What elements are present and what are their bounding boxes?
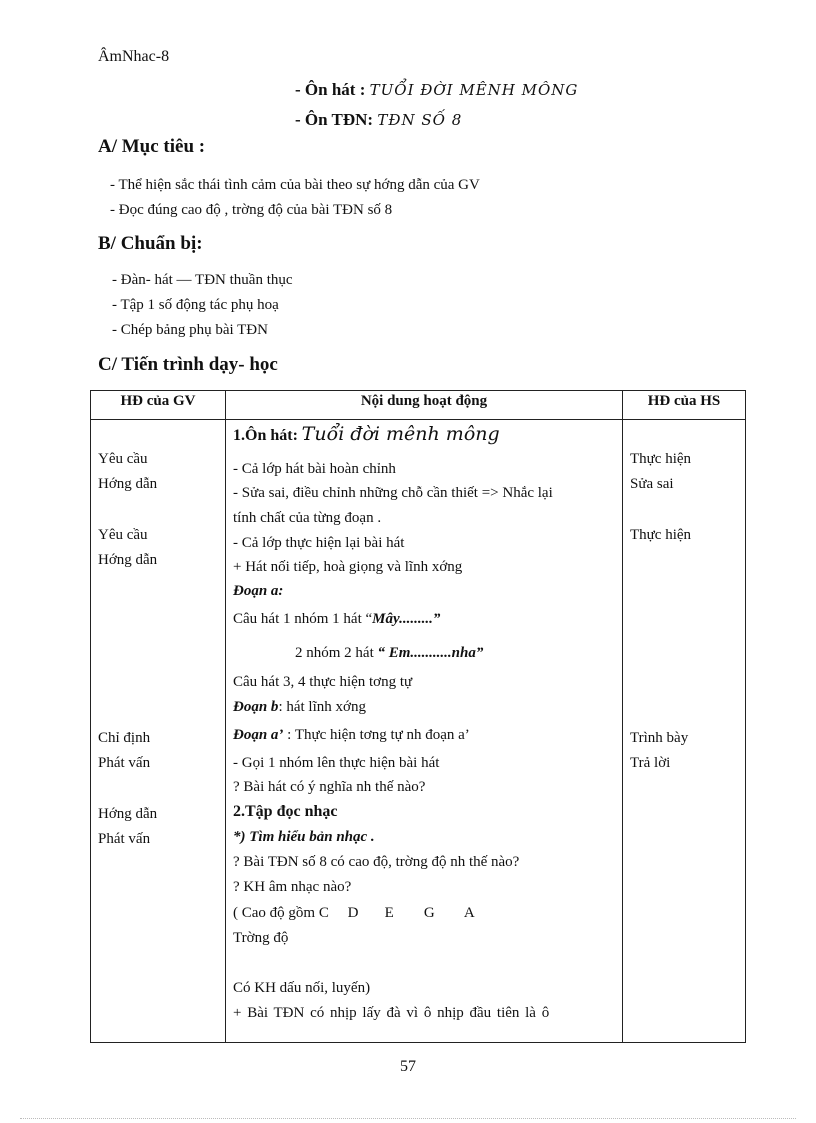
part-b-text: : hát lĩnh xớng xyxy=(278,699,366,715)
content-line: - Gọi 1 nhóm lên thực hiện bài hát xyxy=(233,755,440,771)
phrase-text: Câu hát 1 nhóm 1 hát “ xyxy=(233,611,373,627)
review-song-line xyxy=(295,80,578,100)
review-song-prefix: - Ôn hát : xyxy=(295,80,366,99)
content-line: + Bài TĐN có nhịp lấy đà vì ô nhịp đầu tiên là ô xyxy=(233,1005,550,1021)
content-line: Câu hát 3, 4 thực hiện tơng tự xyxy=(233,674,413,690)
song-review-title: Tuổi đời mênh mông xyxy=(301,423,500,445)
gv-action: Hớng dẫn xyxy=(98,806,158,822)
gv-cell xyxy=(91,420,226,1043)
tdn-heading: 2.Tập đọc nhạc xyxy=(233,803,338,820)
lesson-table xyxy=(90,390,746,1043)
content-line xyxy=(233,611,615,628)
content-line: + Hát nối tiếp, hoà giọng và lĩnh xớng xyxy=(233,559,463,575)
content-line xyxy=(295,645,615,662)
section-b-item: - Chép bảng phụ bài TĐN xyxy=(112,322,268,338)
review-tdn-prefix: - Ôn TĐN: xyxy=(295,110,374,129)
hs-action: Thực hiện xyxy=(630,527,692,543)
footer-divider xyxy=(20,1118,796,1120)
content-cell xyxy=(226,420,623,1043)
gv-action: Hớng dẫn xyxy=(98,552,158,568)
content-line: *) Tìm hiểu bản nhạc . xyxy=(233,829,375,845)
song-review-heading xyxy=(233,423,615,445)
hs-action: Trả lời xyxy=(630,755,671,771)
header-content: Nội dung hoạt động xyxy=(226,391,623,420)
content-line: ? Bài TĐN số 8 có cao độ, trờng độ nh thế nào? xyxy=(233,854,520,870)
phrase-quote: ” xyxy=(432,611,441,627)
hs-action: Trình bày xyxy=(630,730,689,746)
table-header-row xyxy=(91,391,746,420)
gv-action: Chỉ định xyxy=(98,730,151,746)
hs-action: Sửa sai xyxy=(630,476,674,492)
phrase-lyric: “ Em...........nha” xyxy=(377,645,484,661)
phrase-text: 2 nhóm 2 hát xyxy=(295,645,374,661)
content-line: - Cả lớp thực hiện lại bài hát xyxy=(233,535,405,551)
review-tdn-title: TĐN SỐ 8 xyxy=(377,111,463,129)
part-a2-label: Đoạn a’ xyxy=(233,727,284,743)
phrase-lyric: Mây......... xyxy=(372,611,433,627)
content-line: ? KH âm nhạc nào? xyxy=(233,879,352,895)
content-line xyxy=(233,727,615,744)
content-line: Trờng độ xyxy=(233,930,289,946)
hs-cell xyxy=(623,420,746,1043)
content-line: Có KH dấu nối, luyến) xyxy=(233,980,371,996)
section-b-item: - Đàn- hát — TĐN thuần thục xyxy=(112,272,293,288)
review-tdn-line xyxy=(295,110,462,130)
gv-action: Phát vấn xyxy=(98,831,151,847)
section-b-item: - Tập 1 số động tác phụ hoạ xyxy=(112,297,279,313)
content-line: - Cả lớp hát bài hoàn chỉnh xyxy=(233,461,396,477)
content-line: Đoạn a: xyxy=(233,583,284,599)
review-song-title: TUỔI ĐỜI MÊNH MÔNG xyxy=(369,81,579,99)
section-a-item: - Đọc đúng cao độ , trờng độ của bài TĐN số 8 xyxy=(110,202,393,218)
gv-action: Phát vấn xyxy=(98,755,151,771)
section-c-heading: C/ Tiến trình dạy- học xyxy=(98,354,278,375)
gv-action: Yêu cầu xyxy=(98,527,148,543)
header-hs: HĐ của HS xyxy=(623,391,746,420)
content-line: - Sửa sai, điều chỉnh những chỗ cần thiết => Nhắc lại xyxy=(233,485,553,501)
hs-action: Thực hiện xyxy=(630,451,692,467)
content-line: ? Bài hát có ý nghĩa nh thế nào? xyxy=(233,779,426,795)
section-b-heading: B/ Chuẩn bị: xyxy=(98,233,203,254)
section-a-heading: A/ Mục tiêu : xyxy=(98,136,206,157)
page-header: ÂmNhac-8 xyxy=(98,48,170,65)
page-number: 57 xyxy=(400,1058,416,1075)
content-line: ( Cao độ gồm C D E G A xyxy=(233,905,475,921)
header-gv: HĐ của GV xyxy=(91,391,226,420)
table-row xyxy=(91,420,746,1043)
gv-action: Yêu cầu xyxy=(98,451,148,467)
part-a2-text: : Thực hiện tơng tự nh đoạn a’ xyxy=(283,727,470,743)
gv-action: Hớng dẫn xyxy=(98,476,158,492)
section-a-item: - Thể hiện sắc thái tình cảm của bài theo sự hớng dẫn của GV xyxy=(110,177,480,193)
content-line xyxy=(233,699,615,716)
content-line: tính chất của từng đoạn . xyxy=(233,510,382,526)
part-b-label: Đoạn b xyxy=(233,699,279,715)
song-review-prefix: 1.Ôn hát: xyxy=(233,427,298,444)
